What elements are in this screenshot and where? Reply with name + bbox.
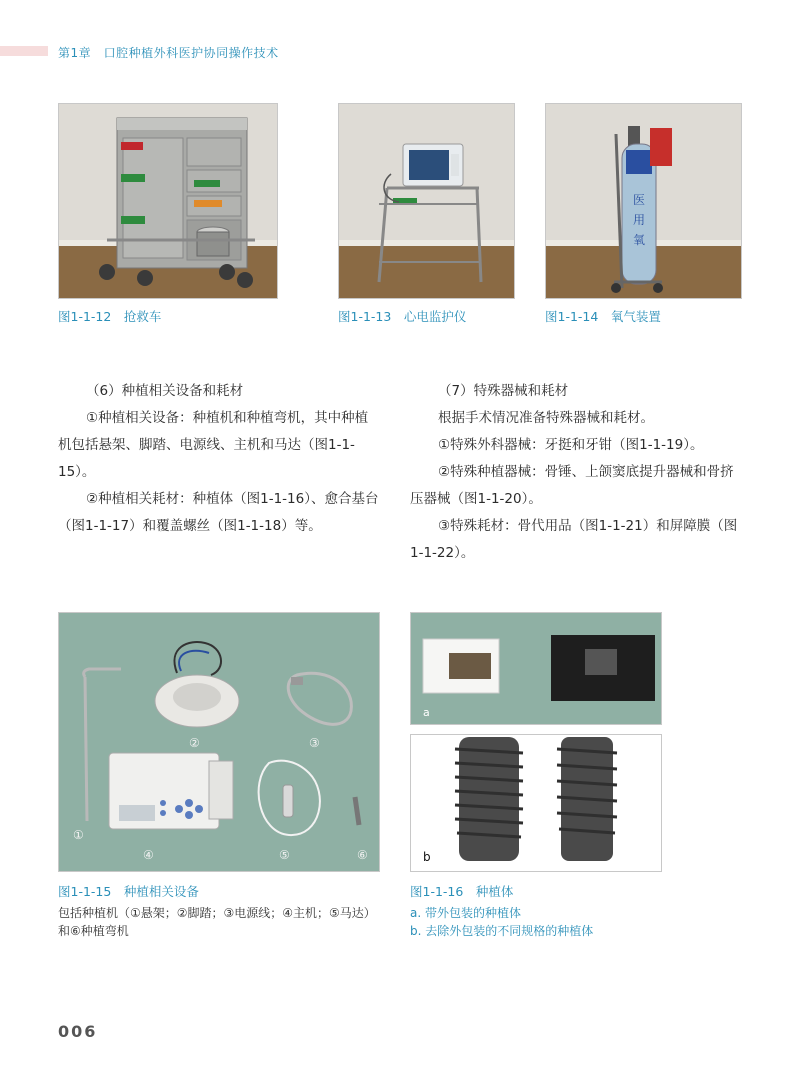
right-text-column <box>410 378 742 567</box>
ecg-monitor-photo <box>339 104 514 298</box>
marker-1: ① <box>73 828 84 842</box>
left-text-column <box>58 378 380 540</box>
marker-2: ② <box>189 736 200 750</box>
figure-caption-oxygen-device: 图1-1-14 氧气装置 <box>545 309 661 324</box>
implant-bare-photo <box>411 735 661 871</box>
paragraph-special-consumables: ③特殊耗材：骨代用品（图1-1-21）和屏障膜（图1-1-22）。 <box>410 518 738 561</box>
implant-packaged-photo <box>411 613 661 724</box>
implant-equipment-photo <box>59 613 379 871</box>
figure-crash-cart <box>58 103 278 299</box>
marker-6: ⑥ <box>357 848 368 862</box>
figure-implant-equipment <box>58 612 380 872</box>
figure-caption-implant: 图1-1-16 种植体 <box>410 884 514 899</box>
paragraph-special-surgical: ①特殊外科器械：牙挺和牙钳（图1-1-19）。 <box>438 437 704 453</box>
chapter-number: 第1章 <box>58 46 92 60</box>
running-header <box>58 44 279 61</box>
figure-description-b: b. 去除外包装的不同规格的种植体 <box>410 924 594 938</box>
paragraph-implant-consumables: ②种植相关耗材：种植体（图1-1-16）、愈合基台（图1-1-17）和覆盖螺丝（图1-1-18）等。 <box>58 491 379 534</box>
marker-3: ③ <box>309 736 320 750</box>
paragraph-special-intro: 根据手术情况准备特殊器械和耗材。 <box>438 410 654 426</box>
figure-oxygen-device <box>545 103 742 299</box>
figure-description-implant-equipment: 包括种植机（①悬架；②脚踏；③电源线；④主机；⑤马达）和⑥种植弯机 <box>58 906 376 938</box>
oxygen-device-photo <box>546 104 741 298</box>
svg-text:氧: 氧 <box>632 233 646 247</box>
chapter-title: 口腔种植外科医护协同操作技术 <box>103 46 279 60</box>
figure-caption-implant-equipment: 图1-1-15 种植相关设备 <box>58 884 199 899</box>
figure-caption-ecg-monitor: 图1-1-13 心电监护仪 <box>338 309 467 324</box>
svg-text:医: 医 <box>632 193 646 207</box>
marker-5: ⑤ <box>279 848 290 862</box>
page-number: 006 <box>58 1022 98 1041</box>
figure-implant-packaged <box>410 612 662 725</box>
header-accent-bar <box>0 46 48 56</box>
section-heading-implant-equipment: （6）种植相关设备和耗材 <box>86 383 244 399</box>
figure-implant-bare <box>410 734 662 872</box>
panel-b-label: b <box>423 850 431 864</box>
figure-ecg-monitor <box>338 103 515 299</box>
paragraph-special-implant-tools: ②特殊种植器械：骨锤、上颌窦底提升器械和骨挤压器械（图1-1-20）。 <box>410 464 734 507</box>
marker-4: ④ <box>143 848 154 862</box>
section-heading-special-instruments: （7）特殊器械和耗材 <box>438 383 569 399</box>
paragraph-implant-equipment: ①种植相关设备：种植机和种植弯机，其中种植机包括悬架、脚踏、电源线、主机和马达（图1-1-15）。 <box>58 410 369 480</box>
svg-text:用: 用 <box>632 213 646 227</box>
crash-cart-photo <box>59 104 277 298</box>
figure-caption-crash-cart: 图1-1-12 抢救车 <box>58 309 162 324</box>
figure-description-a: a. 带外包装的种植体 <box>410 906 521 920</box>
panel-a-label: a <box>423 706 430 719</box>
